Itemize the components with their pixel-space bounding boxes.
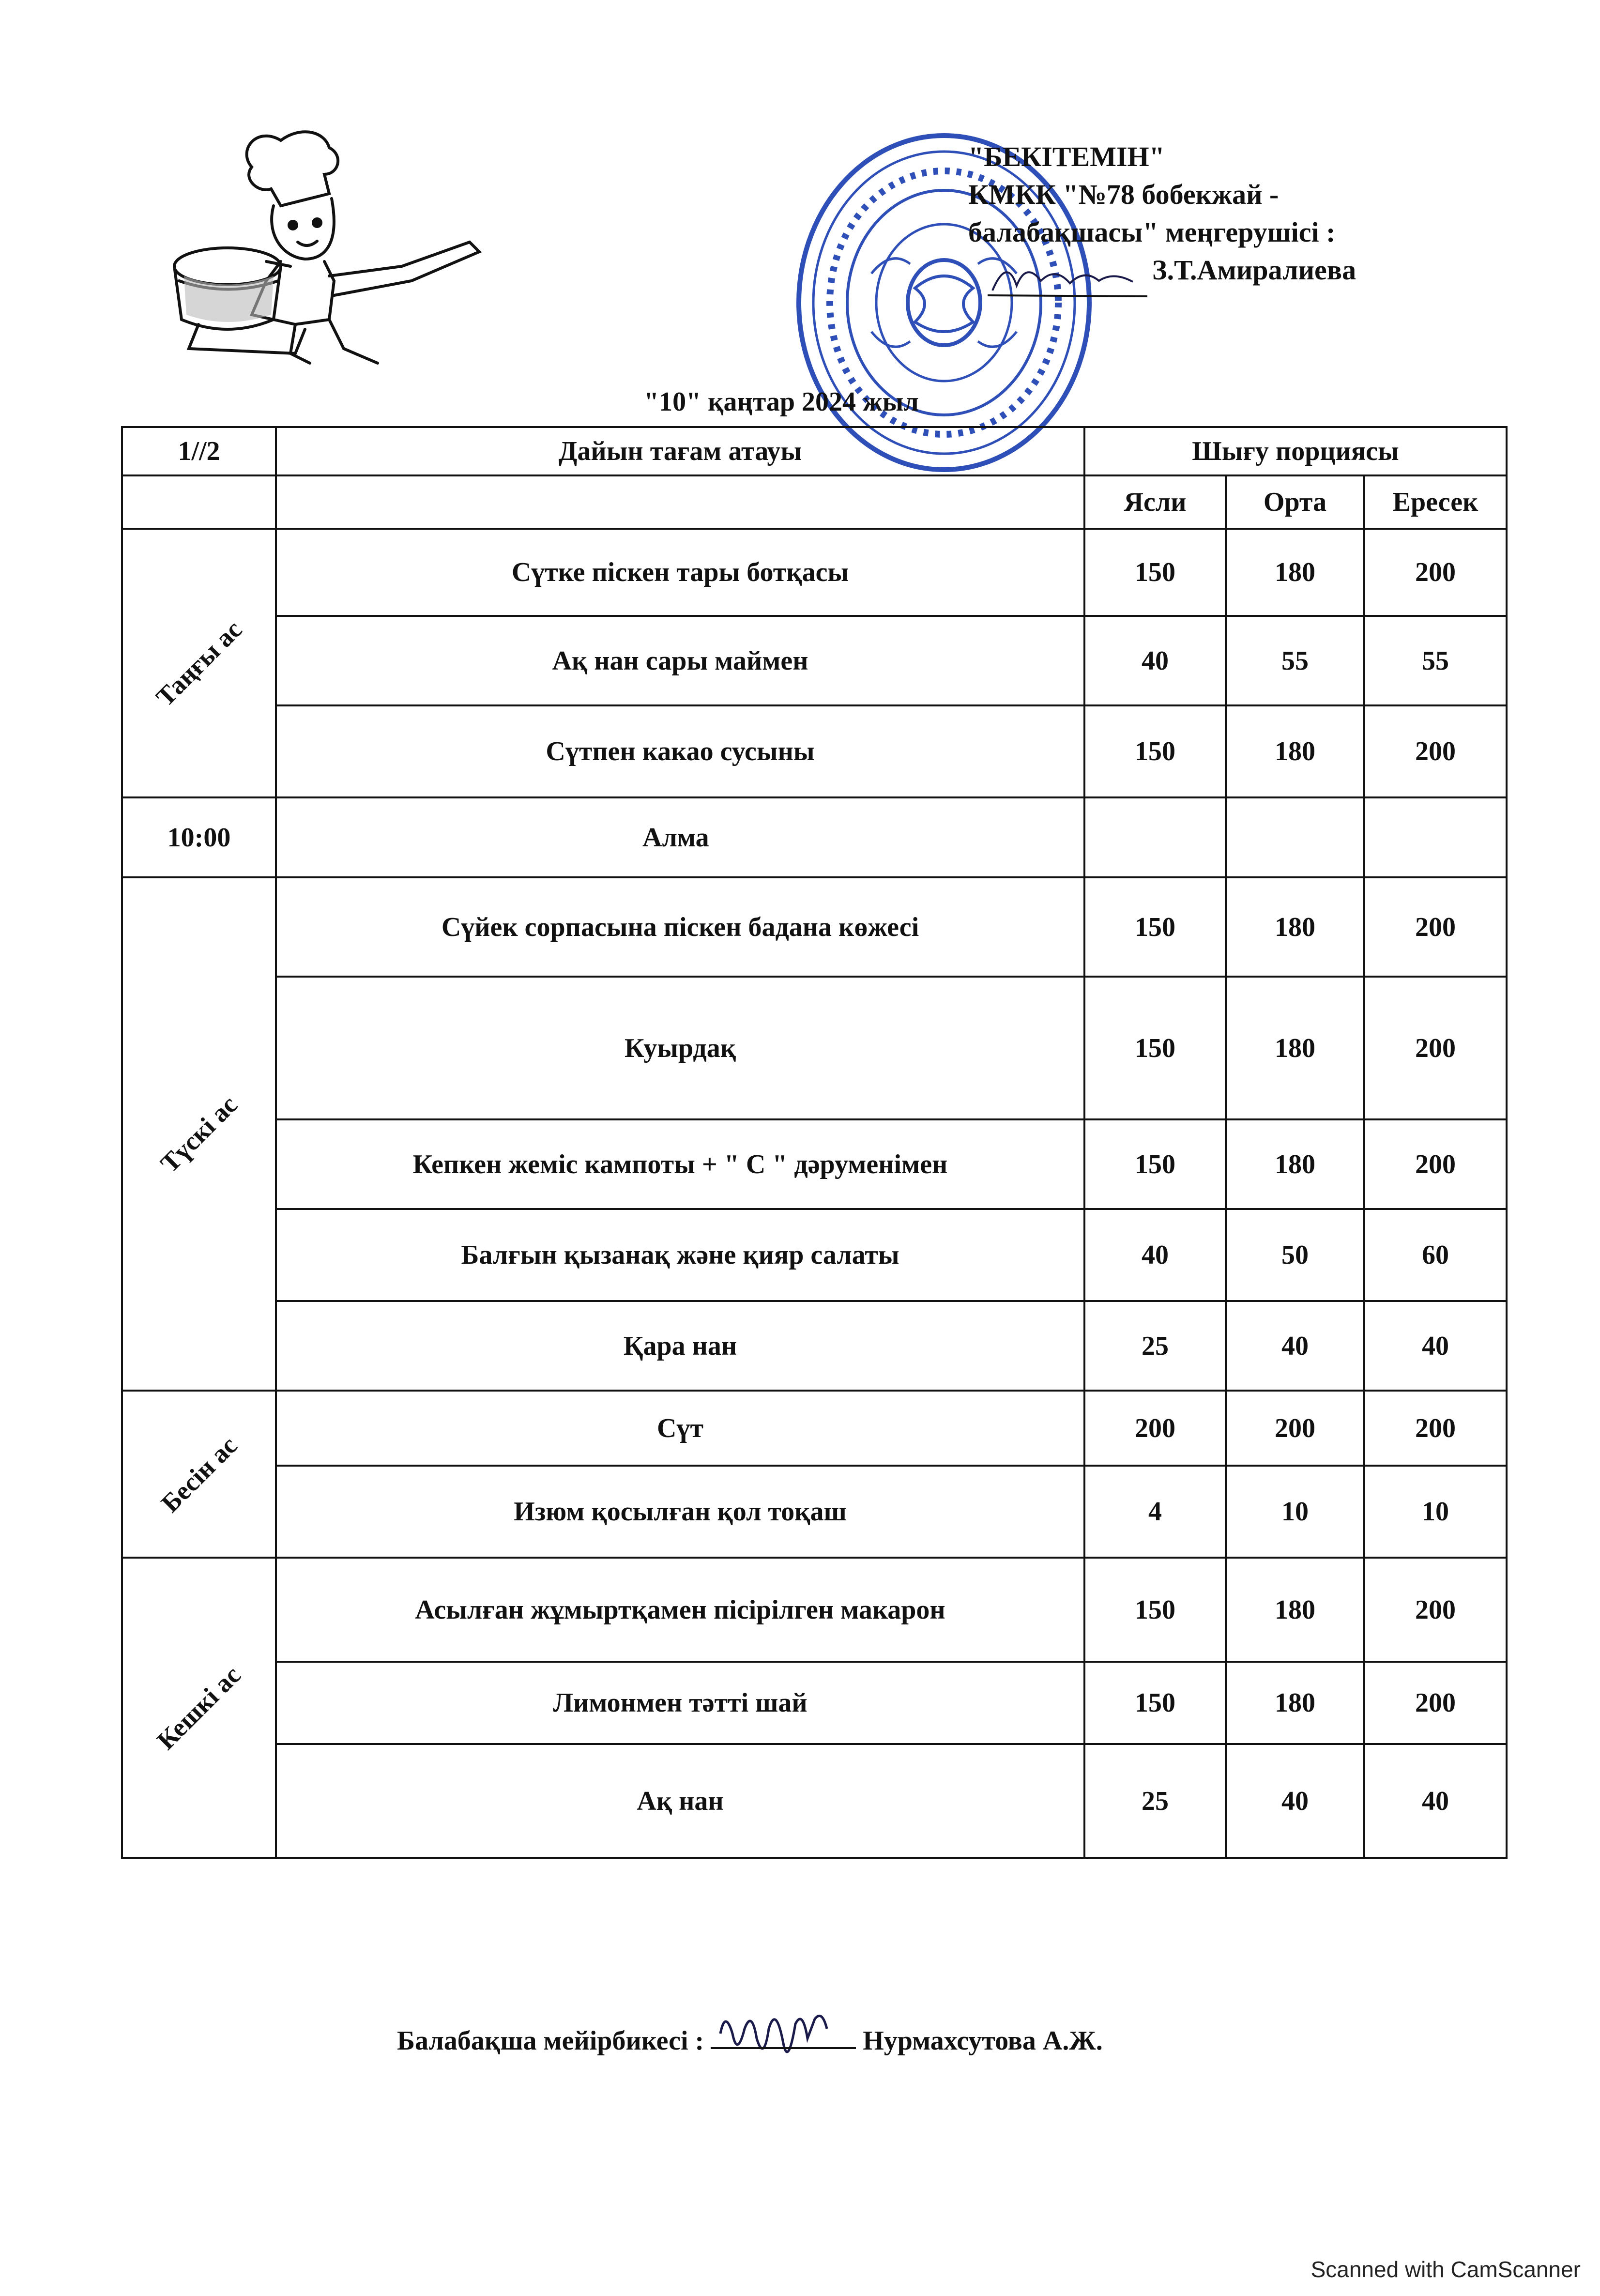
portion-yasli: 40 [1084, 616, 1226, 705]
approval-director: З.Т.Амиралиева [1152, 254, 1356, 286]
header-portion: Шығу порциясы [1084, 427, 1507, 475]
portion-orta: 180 [1226, 1662, 1364, 1744]
approval-position: балабақшасы" меңгерушісі : [968, 216, 1336, 248]
dish-name: Сүтпен какао сусыны [276, 705, 1084, 797]
dish-name: Сүйек сорпасына піскен бадана көжесі [276, 877, 1084, 977]
portion-yasli: 150 [1084, 977, 1226, 1119]
dish-name: Асылған жұмыртқамен пісірілген макарон [276, 1558, 1084, 1662]
portion-eresek: 10 [1364, 1466, 1507, 1558]
portion-orta: 200 [1226, 1391, 1364, 1466]
dish-name: Изюм қосылған қол тоқаш [276, 1466, 1084, 1558]
header-dish-name: Дайын тағам атауы [276, 427, 1084, 475]
dish-name: Ақ нан сары маймен [276, 616, 1084, 705]
chef-illustration [169, 121, 499, 378]
portion-yasli: 150 [1084, 1662, 1226, 1744]
portion-eresek: 40 [1364, 1301, 1507, 1391]
portion-eresek: 200 [1364, 529, 1507, 616]
dish-name: Лимонмен тәтті шай [276, 1662, 1084, 1744]
dish-name: Балғын қызанақ және қияр салаты [276, 1209, 1084, 1301]
portion-orta: 180 [1226, 977, 1364, 1119]
portion-eresek: 200 [1364, 1662, 1507, 1744]
approval-title: "БЕКІТЕМІН" [968, 141, 1165, 172]
meal-label-lunch: Түскі ас [122, 877, 276, 1391]
portion-orta: 55 [1226, 616, 1364, 705]
dish-name: Куырдақ [276, 977, 1084, 1119]
portion-eresek: 200 [1364, 977, 1507, 1119]
dish-name: Сүтке піскен тары ботқасы [276, 529, 1084, 616]
document-date: "10" қаңтар 2024 жыл [644, 387, 919, 417]
header-orta: Орта [1226, 475, 1364, 529]
portion-yasli: 150 [1084, 877, 1226, 977]
portion-yasli: 40 [1084, 1209, 1226, 1301]
approval-org: КМКК "№78 бобекжай - [968, 179, 1279, 210]
nurse-signature-line [397, 2005, 1103, 2077]
portion-eresek: 200 [1364, 1391, 1507, 1466]
nurse-label: Балабақша мейірбикесі : [397, 2026, 704, 2056]
portion-orta: 180 [1226, 1558, 1364, 1662]
portion-orta: 180 [1226, 877, 1364, 977]
portion-eresek: 200 [1364, 1119, 1507, 1209]
portion-eresek: 55 [1364, 616, 1507, 705]
meal-label-dinner: Кешкі ас [122, 1558, 276, 1858]
portion-yasli: 200 [1084, 1391, 1226, 1466]
dish-name: Қара нан [276, 1301, 1084, 1391]
header-number: 1//2 [122, 427, 276, 475]
portion-yasli: 150 [1084, 705, 1226, 797]
portion-yasli: 25 [1084, 1301, 1226, 1391]
portion-eresek: 40 [1364, 1744, 1507, 1858]
header-eresek: Ересек [1364, 475, 1507, 529]
portion-orta: 180 [1226, 529, 1364, 616]
portion-yasli: 150 [1084, 529, 1226, 616]
scanner-watermark: Scanned with CamScanner [1310, 2257, 1581, 2282]
header-yasli: Ясли [1084, 475, 1226, 529]
portion-orta: 40 [1226, 1744, 1364, 1858]
portion-eresek: 60 [1364, 1209, 1507, 1301]
portion-yasli: 150 [1084, 1558, 1226, 1662]
dish-name: Кепкен жеміс кампоты + " С " дәруменімен [276, 1119, 1084, 1209]
portion-eresek: 200 [1364, 877, 1507, 977]
portion-eresek: 200 [1364, 705, 1507, 797]
meal-label-afternoon: Бесін ас [122, 1391, 276, 1558]
portion-yasli: 25 [1084, 1744, 1226, 1858]
director-signature [988, 252, 1152, 305]
nurse-signature [711, 2005, 856, 2077]
nurse-name: Нурмахсутова А.Ж. [863, 2026, 1103, 2056]
menu-table [121, 426, 1508, 1859]
portion-yasli: 150 [1084, 1119, 1226, 1209]
portion-eresek: 200 [1364, 1558, 1507, 1662]
dish-name: Сүт [276, 1391, 1084, 1466]
portion-orta: 50 [1226, 1209, 1364, 1301]
portion-orta: 180 [1226, 705, 1364, 797]
dish-name: Ақ нан [276, 1744, 1084, 1858]
portion-orta: 10 [1226, 1466, 1364, 1558]
meal-label-breakfast: Таңғы ас [122, 529, 276, 797]
portion-orta: 180 [1226, 1119, 1364, 1209]
snack-time: 10:00 [122, 797, 276, 877]
portion-yasli: 4 [1084, 1466, 1226, 1558]
portion-orta: 40 [1226, 1301, 1364, 1391]
snack-name: Алма [276, 797, 1084, 877]
